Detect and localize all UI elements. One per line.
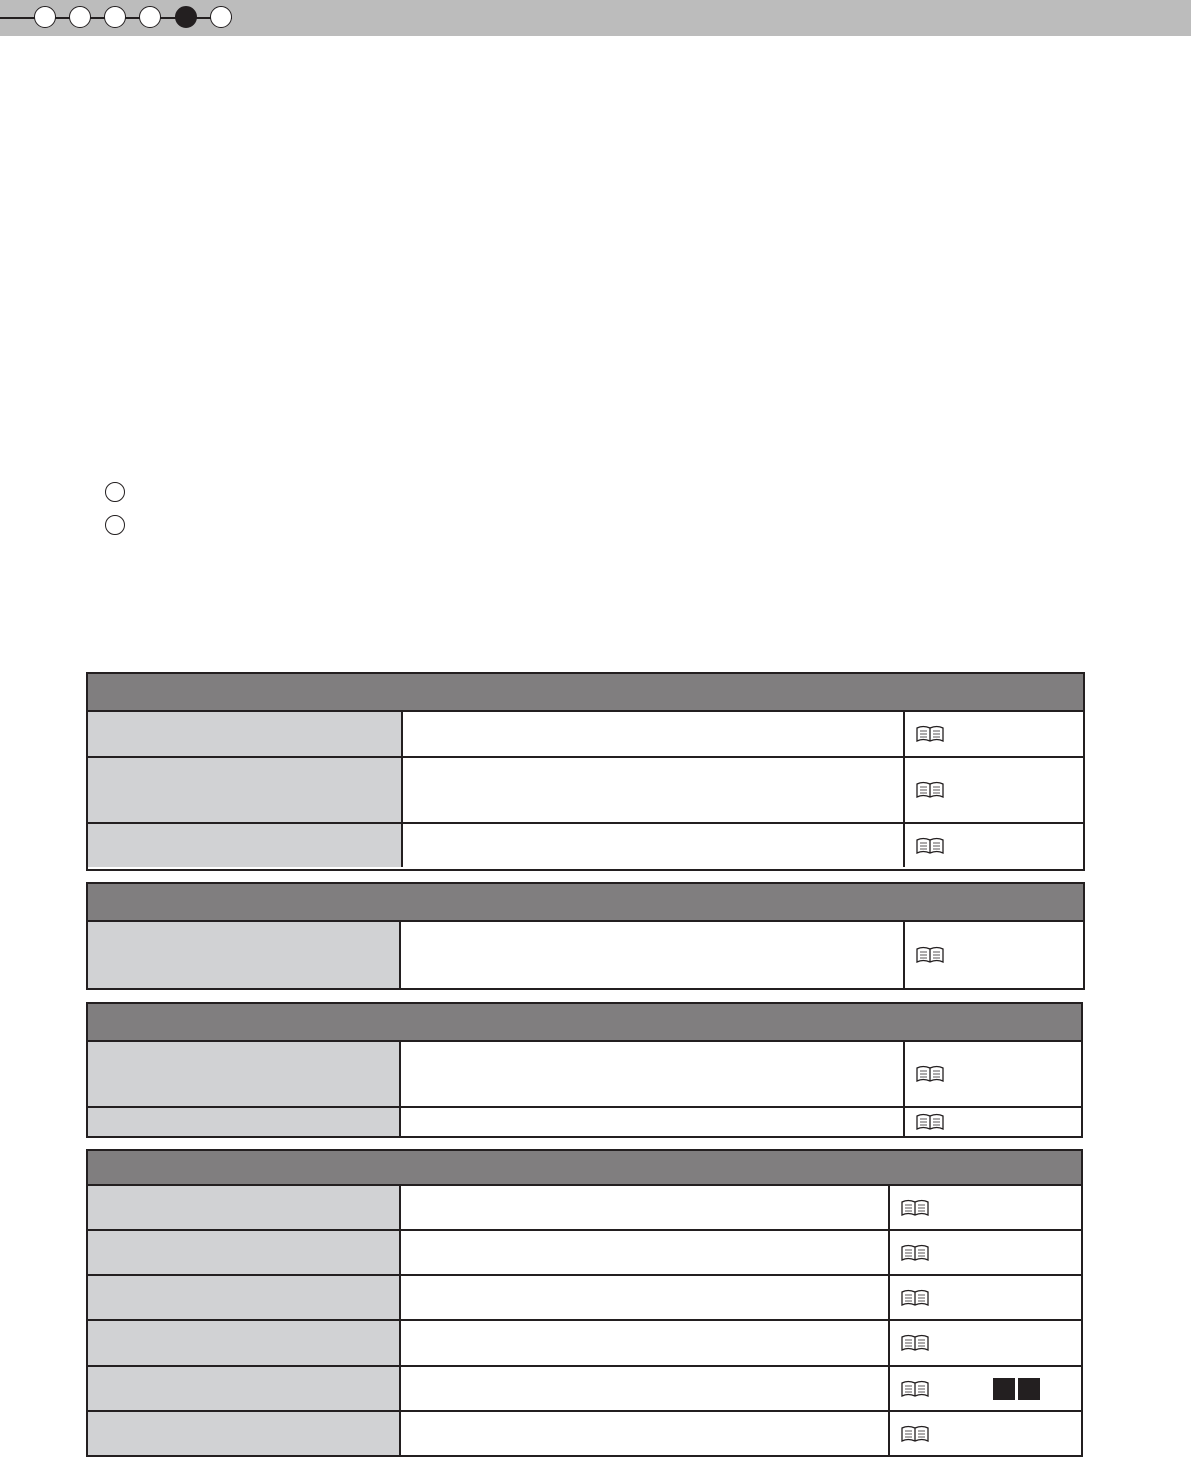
row-label <box>88 824 403 867</box>
table-row <box>88 1186 1081 1231</box>
row-description <box>401 1042 905 1106</box>
section-tab-markers <box>990 1378 1040 1400</box>
page-reference <box>905 824 1083 867</box>
book-icon <box>900 1424 930 1444</box>
bullet-circle-icon <box>105 515 125 535</box>
page-reference <box>905 712 1083 756</box>
row-description <box>401 1367 890 1410</box>
black-square-icon <box>993 1378 1015 1400</box>
step-5-active-circle-icon <box>175 6 197 28</box>
step-4-circle-icon <box>139 6 161 28</box>
row-description <box>401 1108 905 1136</box>
table-header <box>88 674 1083 712</box>
table-header <box>88 1151 1081 1186</box>
table-header <box>88 1004 1081 1042</box>
row-label <box>88 1367 401 1410</box>
table-header <box>88 884 1083 922</box>
row-description <box>401 1186 890 1229</box>
row-label <box>88 1321 401 1365</box>
row-description <box>401 922 905 988</box>
row-description <box>401 1321 890 1365</box>
row-description <box>403 758 905 822</box>
page-reference <box>890 1231 1081 1274</box>
table-row <box>88 922 1083 988</box>
step-1-circle-icon <box>34 6 56 28</box>
row-description <box>401 1231 890 1274</box>
book-icon <box>915 1112 945 1132</box>
bullet-circle-icon <box>105 482 125 502</box>
page-reference <box>890 1412 1081 1455</box>
row-label <box>88 1042 401 1106</box>
book-icon <box>915 1064 945 1084</box>
table-row <box>88 1231 1081 1276</box>
step-2-circle-icon <box>69 6 91 28</box>
table-row <box>88 1412 1081 1455</box>
row-description <box>401 1412 890 1455</box>
page-reference <box>890 1276 1081 1319</box>
book-icon <box>915 724 945 744</box>
row-description <box>403 824 905 867</box>
table-row <box>88 1042 1081 1108</box>
book-icon <box>915 945 945 965</box>
row-label <box>88 1412 401 1455</box>
book-icon <box>915 780 945 800</box>
header-bar <box>0 0 1191 36</box>
row-label <box>88 1186 401 1229</box>
row-description <box>401 1276 890 1319</box>
row-label <box>88 1231 401 1274</box>
step-6-circle-icon <box>210 6 232 28</box>
page-reference <box>905 758 1083 822</box>
page-reference <box>905 1042 1081 1106</box>
reference-table-3 <box>86 1002 1083 1138</box>
page-reference <box>890 1367 1081 1410</box>
black-square-icon <box>1018 1378 1040 1400</box>
reference-table-2 <box>86 882 1085 990</box>
table-row <box>88 758 1083 824</box>
page-reference <box>905 1108 1081 1136</box>
page-reference <box>890 1186 1081 1229</box>
table-row <box>88 1367 1081 1412</box>
book-icon <box>900 1288 930 1308</box>
step-3-circle-icon <box>104 6 126 28</box>
page-reference <box>890 1321 1081 1365</box>
book-icon <box>915 836 945 856</box>
table-row <box>88 1276 1081 1321</box>
table-row <box>88 1321 1081 1367</box>
table-row <box>88 824 1083 867</box>
page-reference <box>905 922 1083 988</box>
row-label <box>88 712 403 756</box>
row-label <box>88 758 403 822</box>
book-icon <box>900 1333 930 1353</box>
book-icon <box>900 1198 930 1218</box>
row-label <box>88 1108 401 1136</box>
row-label <box>88 1276 401 1319</box>
book-icon <box>900 1243 930 1263</box>
reference-table-4 <box>86 1149 1083 1457</box>
reference-table-1 <box>86 672 1085 871</box>
table-row <box>88 712 1083 758</box>
row-label <box>88 922 401 988</box>
table-row <box>88 1108 1081 1136</box>
row-description <box>403 712 905 756</box>
book-icon <box>900 1379 930 1399</box>
